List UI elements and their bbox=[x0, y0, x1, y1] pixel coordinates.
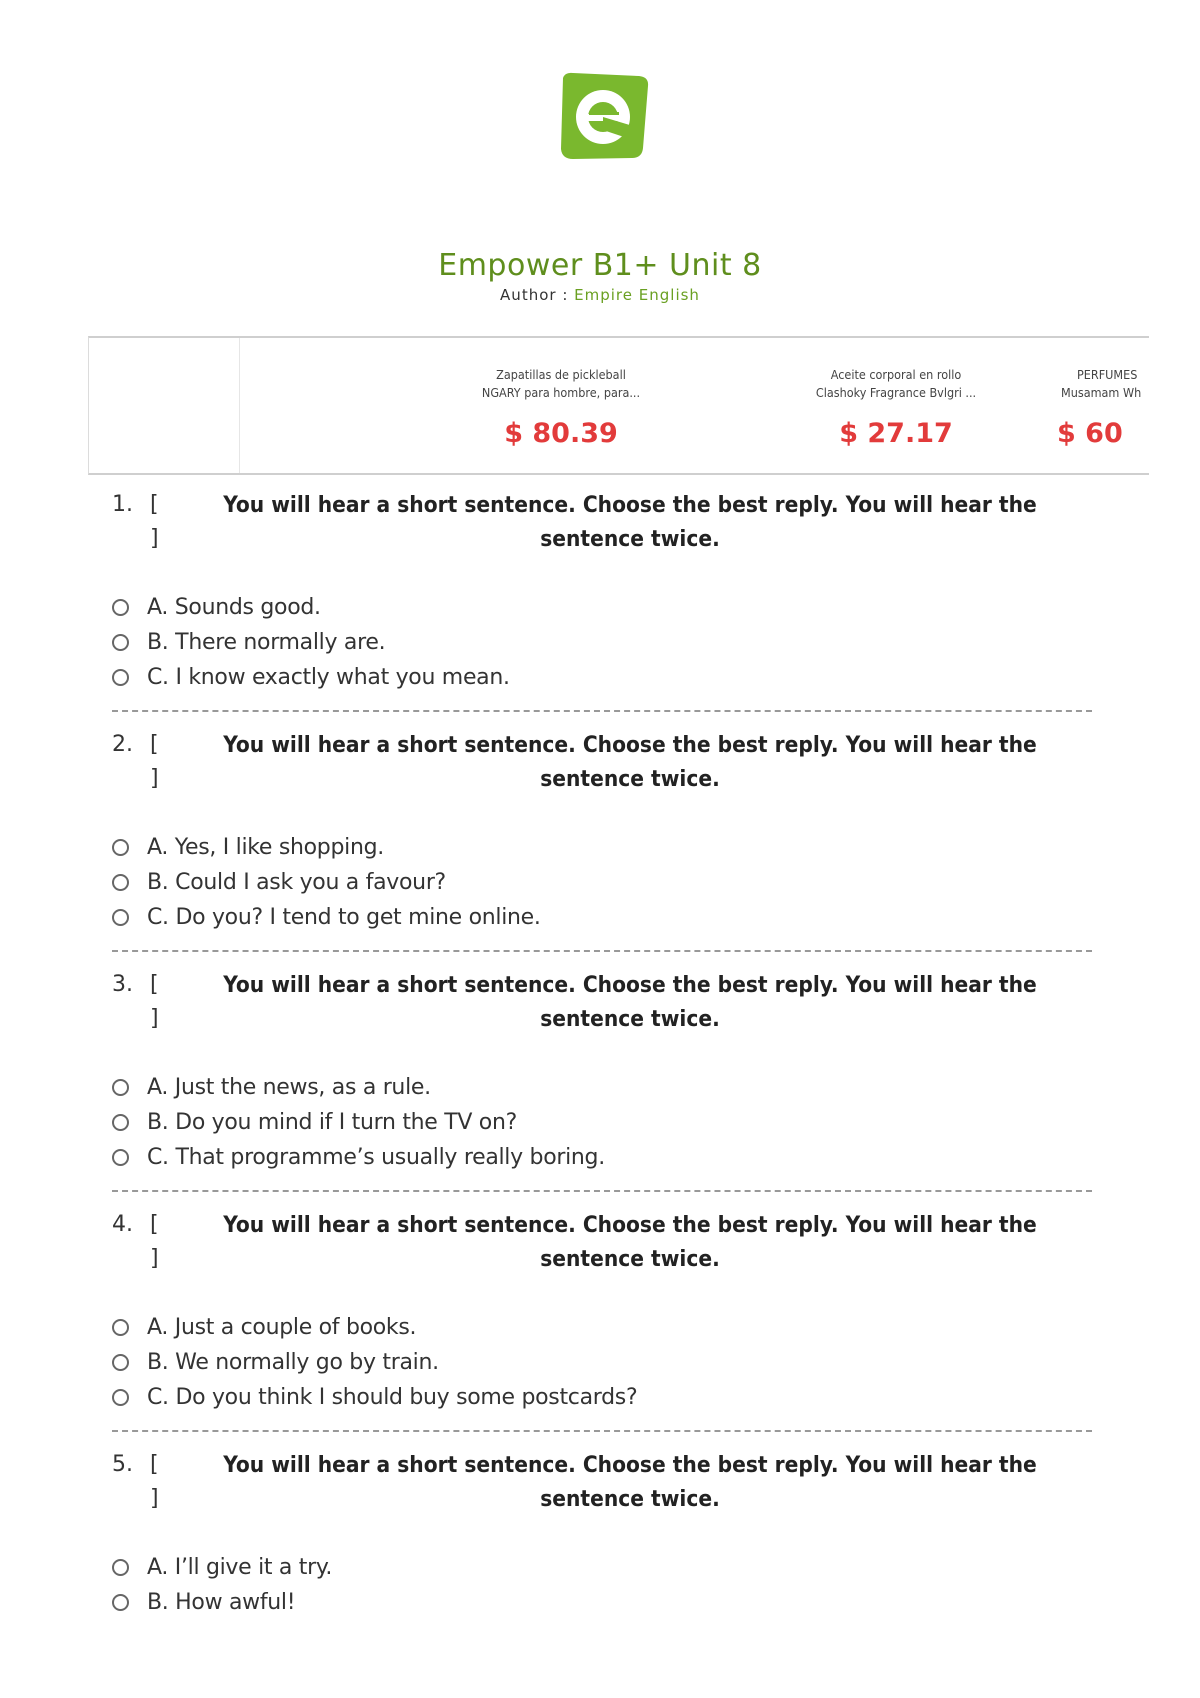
option-text: B. We normally go by train. bbox=[147, 1350, 439, 1375]
separator bbox=[112, 710, 1092, 712]
radio-icon[interactable] bbox=[112, 1319, 129, 1336]
page-title: Empower B1+ Unit 8 bbox=[438, 248, 762, 283]
question-prompt: You will hear a short sentence. Choose the best reply. You will hear the sentence twice. bbox=[223, 732, 1037, 792]
radio-icon[interactable] bbox=[112, 669, 129, 686]
author-name: Empire English bbox=[574, 286, 700, 304]
radio-icon[interactable] bbox=[112, 1389, 129, 1406]
separator bbox=[112, 950, 1092, 952]
option-text: C. I know exactly what you mean. bbox=[147, 665, 510, 690]
question bbox=[0, 488, 1200, 728]
separator bbox=[112, 1430, 1092, 1432]
question bbox=[0, 1448, 1200, 1688]
ad-item[interactable] bbox=[746, 366, 1046, 449]
option-list bbox=[112, 1070, 605, 1175]
option[interactable] bbox=[112, 1345, 637, 1380]
question-number: 3. bbox=[112, 972, 133, 997]
author-line bbox=[0, 286, 1200, 304]
ad-price: $ 60 bbox=[1057, 418, 1123, 449]
option-list bbox=[112, 1310, 637, 1415]
bracket-open: [ bbox=[150, 492, 159, 517]
option-text: A. I’ll give it a try. bbox=[147, 1555, 333, 1580]
bracket-close: ] bbox=[150, 526, 159, 551]
ad-name-line2: Musamam Wh bbox=[1061, 385, 1142, 400]
bracket-close: ] bbox=[150, 1486, 159, 1511]
ad-price: $ 27.17 bbox=[839, 418, 953, 449]
option-text: A. Just the news, as a rule. bbox=[147, 1075, 431, 1100]
bracket-open: [ bbox=[150, 1452, 159, 1477]
question-number: 4. bbox=[112, 1212, 133, 1237]
option-list bbox=[112, 830, 541, 935]
bracket-close: ] bbox=[150, 1006, 159, 1031]
empire-e-logo-icon bbox=[553, 70, 653, 162]
option-list bbox=[112, 590, 510, 695]
question-number: 1. bbox=[112, 492, 133, 517]
question-header bbox=[0, 968, 1200, 1043]
option[interactable] bbox=[112, 900, 541, 935]
option[interactable] bbox=[112, 1105, 605, 1140]
radio-icon[interactable] bbox=[112, 839, 129, 856]
radio-icon[interactable] bbox=[112, 599, 129, 616]
option-text: A. Sounds good. bbox=[147, 595, 321, 620]
ad-strip bbox=[88, 336, 1149, 475]
ad-name-line2: Clashoky Fragrance Bvlgri ... bbox=[815, 385, 977, 400]
ad-left-panel bbox=[89, 338, 240, 473]
option[interactable] bbox=[112, 1140, 605, 1175]
bracket-open: [ bbox=[150, 972, 159, 997]
radio-icon[interactable] bbox=[112, 1594, 129, 1611]
radio-icon[interactable] bbox=[112, 1079, 129, 1096]
option[interactable] bbox=[112, 660, 510, 695]
option[interactable] bbox=[112, 1550, 332, 1585]
question-prompt: You will hear a short sentence. Choose the best reply. You will hear the sentence twice. bbox=[223, 972, 1037, 1032]
question-header bbox=[0, 1448, 1200, 1523]
option-text: B. How awful! bbox=[147, 1590, 296, 1615]
logo bbox=[553, 70, 653, 162]
option[interactable] bbox=[112, 625, 510, 660]
title-block bbox=[0, 248, 1200, 304]
separator bbox=[112, 1190, 1092, 1192]
question-prompt: You will hear a short sentence. Choose the best reply. You will hear the sentence twice. bbox=[223, 1212, 1037, 1272]
bracket-close: ] bbox=[150, 1246, 159, 1271]
ad-name-line1: Aceite corporal en rollo bbox=[830, 367, 962, 382]
question bbox=[0, 1208, 1200, 1448]
question bbox=[0, 728, 1200, 968]
option[interactable] bbox=[112, 1380, 637, 1415]
ad-item[interactable] bbox=[411, 366, 711, 449]
ad-price: $ 80.39 bbox=[504, 418, 618, 449]
radio-icon[interactable] bbox=[112, 1149, 129, 1166]
option[interactable] bbox=[112, 865, 541, 900]
question bbox=[0, 968, 1200, 1208]
radio-icon[interactable] bbox=[112, 1114, 129, 1131]
bracket-open: [ bbox=[150, 1212, 159, 1237]
radio-icon[interactable] bbox=[112, 1354, 129, 1371]
option[interactable] bbox=[112, 1310, 637, 1345]
option-text: B. Do you mind if I turn the TV on? bbox=[147, 1110, 517, 1135]
option[interactable] bbox=[112, 590, 510, 625]
bracket-open: [ bbox=[150, 732, 159, 757]
question-prompt: You will hear a short sentence. Choose the best reply. You will hear the sentence twice. bbox=[223, 1452, 1037, 1512]
question-header bbox=[0, 728, 1200, 803]
author-label: Author : bbox=[500, 286, 569, 304]
option-text: B. There normally are. bbox=[147, 630, 386, 655]
option-text: A. Just a couple of books. bbox=[147, 1315, 417, 1340]
question-list bbox=[0, 488, 1200, 1688]
option[interactable] bbox=[112, 1585, 332, 1620]
radio-icon[interactable] bbox=[112, 1559, 129, 1576]
option-text: C. That programme’s usually really boring. bbox=[147, 1145, 605, 1170]
option-text: C. Do you think I should buy some postcards? bbox=[147, 1385, 638, 1410]
question-number: 2. bbox=[112, 732, 133, 757]
question-header bbox=[0, 488, 1200, 563]
question-header bbox=[0, 1208, 1200, 1283]
option-text: B. Could I ask you a favour? bbox=[147, 870, 446, 895]
ad-item[interactable] bbox=[1049, 366, 1149, 449]
ad-name-line1: Zapatillas de pickleball bbox=[496, 367, 626, 382]
radio-icon[interactable] bbox=[112, 909, 129, 926]
option-text: A. Yes, I like shopping. bbox=[147, 835, 384, 860]
radio-icon[interactable] bbox=[112, 634, 129, 651]
option-list bbox=[112, 1550, 332, 1620]
question-number: 5. bbox=[112, 1452, 133, 1477]
bracket-close: ] bbox=[150, 766, 159, 791]
option[interactable] bbox=[112, 1070, 605, 1105]
ad-name-line2: NGARY para hombre, para... bbox=[481, 385, 641, 400]
option[interactable] bbox=[112, 830, 541, 865]
option-text: C. Do you? I tend to get mine online. bbox=[147, 905, 541, 930]
radio-icon[interactable] bbox=[112, 874, 129, 891]
question-prompt: You will hear a short sentence. Choose the best reply. You will hear the sentence twice. bbox=[223, 492, 1037, 552]
ad-name-line1: PERFUMES bbox=[1077, 367, 1138, 382]
